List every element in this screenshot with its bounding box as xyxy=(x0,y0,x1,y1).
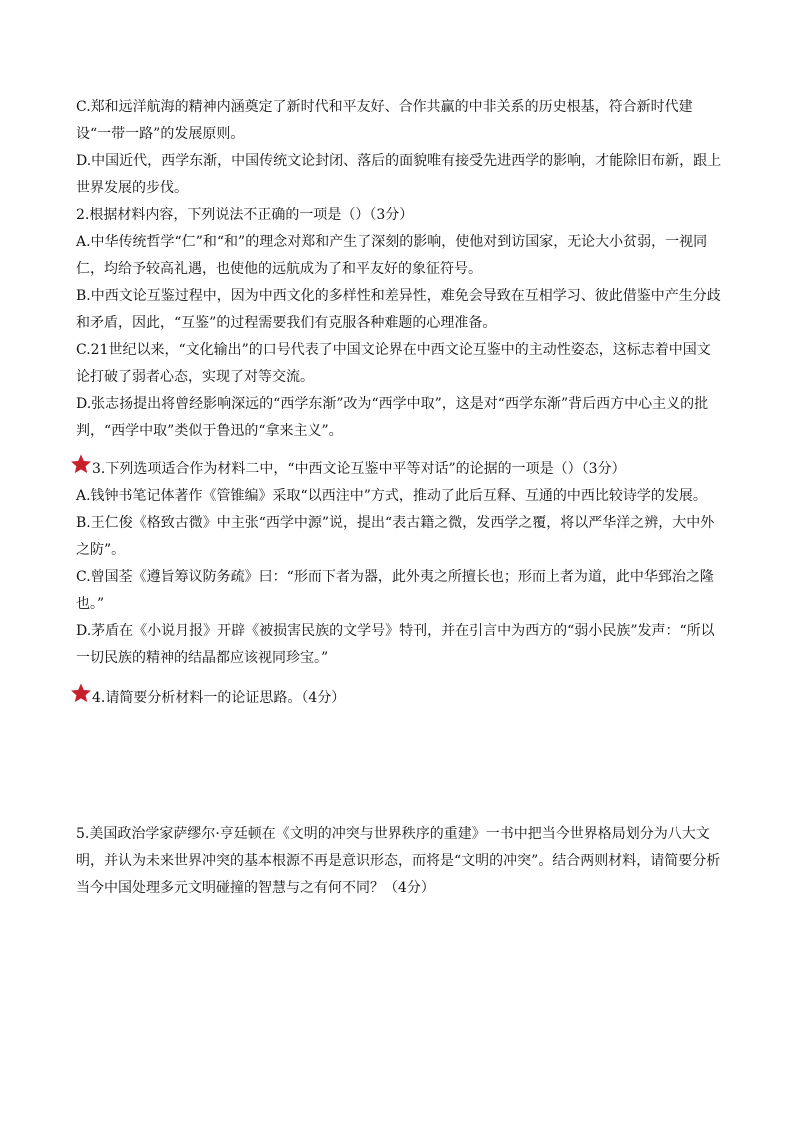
q3-option-d: D.茅盾在《小说月报》开辟《被损害民族的文学号》特刊，并在引言中为西方的“弱小民族”发声：“所以一切民族的精神的结晶都应该视同珍宝。” xyxy=(76,623,715,666)
q2-option-a: A.中华传统哲学“仁”和“和”的理念对郑和产生了深刻的影响，使他对到访国家，无论大小贫弱，一视同仁，均给予较高礼遇，也使他的远航成为了和平友好的象征符号。 xyxy=(76,234,708,277)
q3-stem: 3.下列选项适合作为材料二中，“中西文论互鉴中平等对话”的论据的一项是（）（3分） xyxy=(92,461,626,477)
q3-option-b: B.王仁俊《格致古微》中主张“西学中源”说，提出“表古籍之微，发西学之覆，将以严华洋之辨，大中外之防”。 xyxy=(76,515,715,558)
q2-option-d: D.张志扬提出将曾经影响深远的“西学东渐”改为“西学中取”，这是对“西学东渐”背后西方中心主义的批判，“西学中取”类似于鲁迅的“拿来主义”。 xyxy=(76,396,709,439)
q3-option-c: C.曾国荃《遵旨筹议防务疏》曰：“形而下者为器，此外夷之所擅长也；形而上者为道，此中华郅治之隆也。” xyxy=(76,569,714,612)
q2-option-c: C.21世纪以来，“文化输出”的口号代表了中国文论界在中西文论互鉴中的主动性姿态，这标志着中国文论打破了弱者心态，实现了对等交流。 xyxy=(76,342,711,385)
q4-stem: 4.请简要分析材料一的论证思路。（4分） xyxy=(92,690,346,706)
q2-stem: 2.根据材料内容，下列说法不正确的一项是（）（3分） xyxy=(76,207,414,223)
star-icon xyxy=(70,453,92,475)
star-icon xyxy=(70,682,92,704)
q2-option-b: B.中西文论互鉴过程中，因为中西文化的多样性和差异性，难免会导致在互相学习、彼此借鉴中产生分歧和矛盾，因此，“互鉴”的过程需要我们有克服各种难题的心理准备。 xyxy=(76,288,721,331)
q5-stem: 5.美国政治学家萨缪尔·亨廷顿在《文明的冲突与世界秩序的重建》一书中把当今世界格局划分为八大文明，并认为未来世界冲突的基本根源不再是意识形态，而将是“文明的冲突”。结合两则材料，请简要分析当今中国处理多元文明碰撞的智慧与之有何不同？（4分） xyxy=(76,826,721,896)
q1-option-d: D.中国近代，西学东渐，中国传统文论封闭、落后的面貌唯有接受先进西学的影响，才能除旧布新，跟上世界发展的步伐。 xyxy=(76,153,722,196)
q3-option-a: A.钱钟书笔记体著作《管锥编》采取“以西注中”方式，推动了此后互释、互通的中西比较诗学的发展。 xyxy=(76,488,707,504)
q1-option-c: C.郑和远洋航海的精神内涵奠定了新时代和平友好、合作共赢的中非关系的历史根基，符合新时代建设“一带一路”的发展原则。 xyxy=(76,99,693,142)
